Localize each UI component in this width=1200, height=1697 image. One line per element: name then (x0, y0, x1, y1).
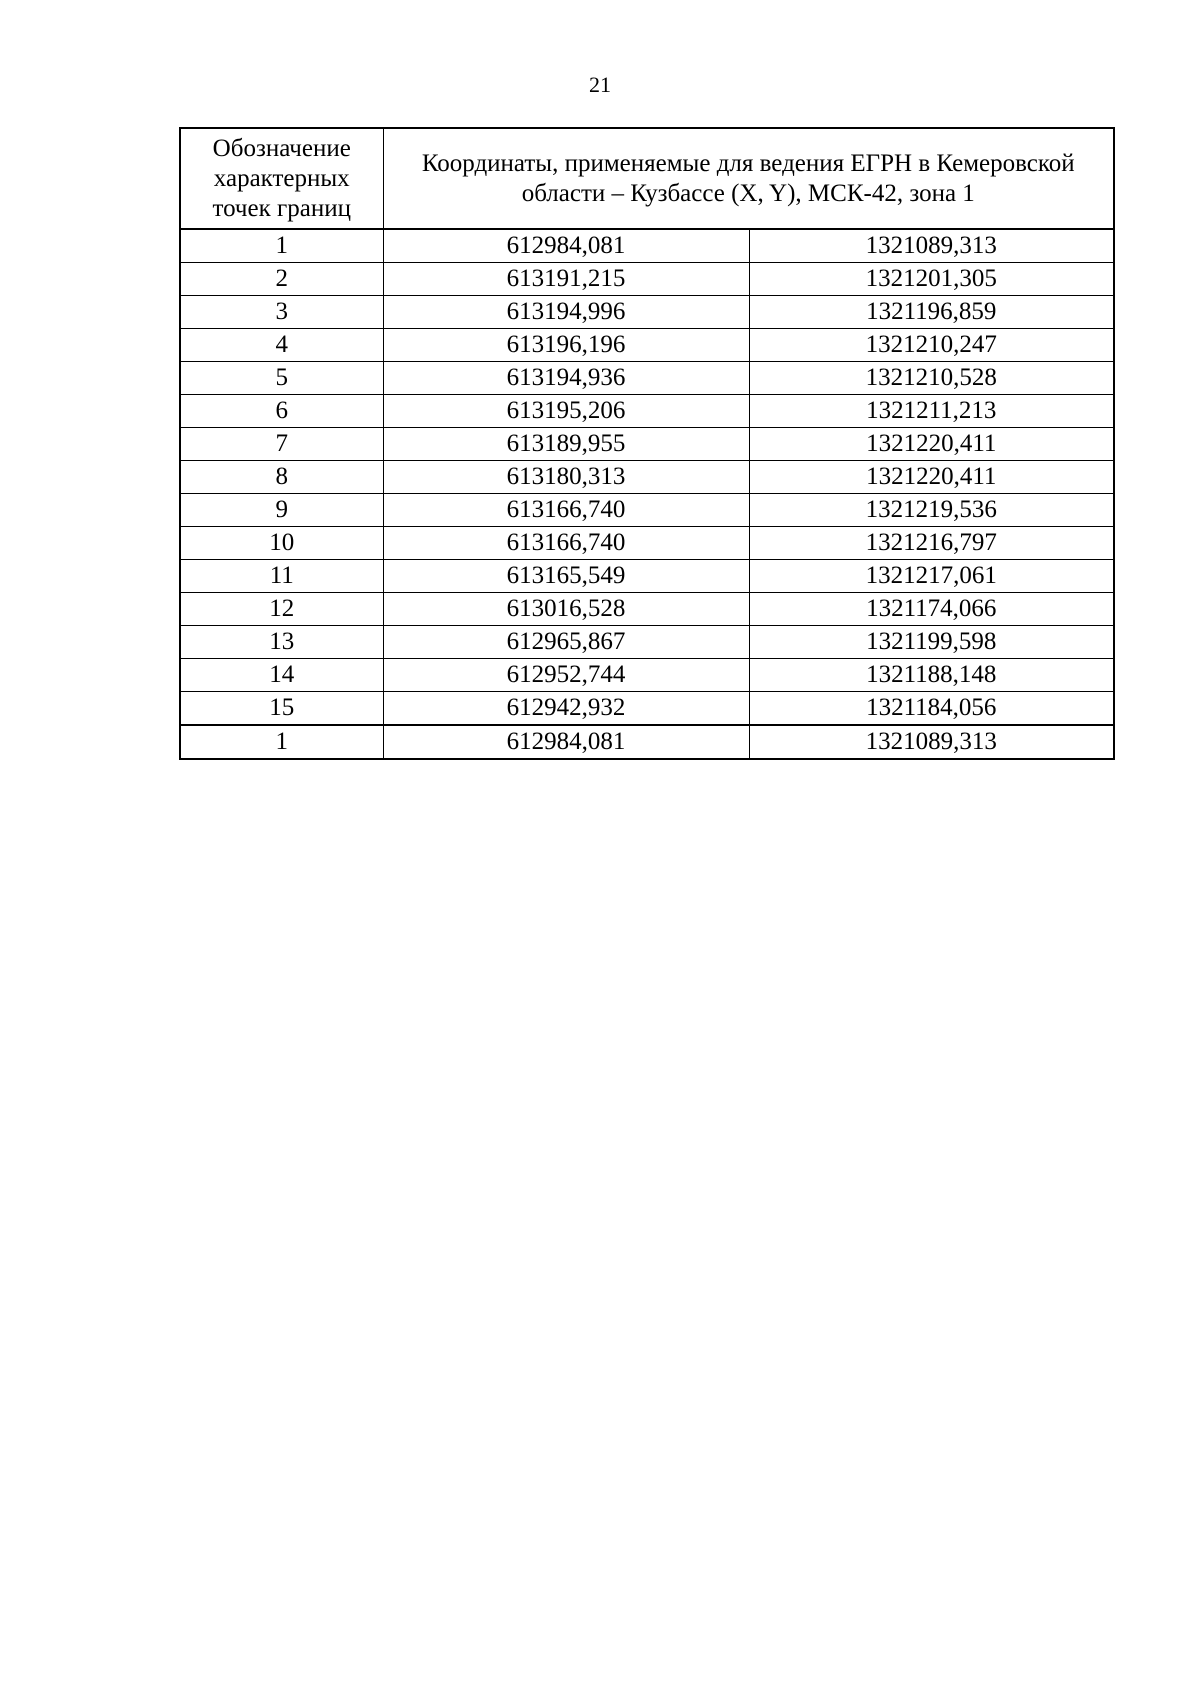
cell-x: 613194,936 (383, 362, 749, 395)
cell-y: 1321174,066 (749, 593, 1114, 626)
cell-x: 613195,206 (383, 395, 749, 428)
cell-point: 14 (180, 659, 383, 692)
cell-x: 613180,313 (383, 461, 749, 494)
table-row (180, 362, 1114, 395)
cell-y: 1321201,305 (749, 263, 1114, 296)
table-row (180, 560, 1114, 593)
cell-y: 1321220,411 (749, 428, 1114, 461)
table-row (180, 296, 1114, 329)
cell-y: 1321210,247 (749, 329, 1114, 362)
table-row (180, 229, 1114, 263)
cell-point: 5 (180, 362, 383, 395)
header-coordinates: Координаты, применяемые для ведения ЕГРН в Кемеровской области – Кузбассе (X, Y), МСК-42, зона 1 (383, 128, 1114, 229)
cell-x: 612984,081 (383, 725, 749, 759)
cell-x: 612952,744 (383, 659, 749, 692)
cell-y: 1321217,061 (749, 560, 1114, 593)
cell-y: 1321220,411 (749, 461, 1114, 494)
table-row (180, 527, 1114, 560)
cell-y: 1321216,797 (749, 527, 1114, 560)
table-header (180, 128, 1114, 229)
cell-x: 612942,932 (383, 692, 749, 726)
cell-x: 613166,740 (383, 527, 749, 560)
cell-y: 1321196,859 (749, 296, 1114, 329)
cell-x: 613016,528 (383, 593, 749, 626)
cell-y: 1321188,148 (749, 659, 1114, 692)
table-row (180, 263, 1114, 296)
table-row (180, 428, 1114, 461)
cell-point: 6 (180, 395, 383, 428)
cell-point: 12 (180, 593, 383, 626)
table-row (180, 395, 1114, 428)
cell-x: 613189,955 (383, 428, 749, 461)
cell-x: 613165,549 (383, 560, 749, 593)
cell-point: 11 (180, 560, 383, 593)
cell-y: 1321199,598 (749, 626, 1114, 659)
table-row (180, 725, 1114, 759)
cell-x: 612984,081 (383, 229, 749, 263)
cell-point: 13 (180, 626, 383, 659)
cell-point: 7 (180, 428, 383, 461)
table-row (180, 659, 1114, 692)
cell-point: 9 (180, 494, 383, 527)
table-row (180, 593, 1114, 626)
table-row (180, 626, 1114, 659)
cell-x: 612965,867 (383, 626, 749, 659)
cell-point: 8 (180, 461, 383, 494)
cell-x: 613194,996 (383, 296, 749, 329)
cell-y: 1321219,536 (749, 494, 1114, 527)
cell-point: 3 (180, 296, 383, 329)
cell-y: 1321211,213 (749, 395, 1114, 428)
cell-y: 1321089,313 (749, 725, 1114, 759)
header-row (180, 128, 1114, 229)
table-row (180, 329, 1114, 362)
page-number: 21 (589, 72, 611, 97)
cell-x: 613196,196 (383, 329, 749, 362)
cell-point: 15 (180, 692, 383, 726)
cell-point: 1 (180, 229, 383, 263)
header-point-designation: Обозначение характерных точек границ (180, 128, 383, 229)
table-row (180, 461, 1114, 494)
cell-point: 2 (180, 263, 383, 296)
table-body (180, 229, 1114, 759)
coordinates-table (179, 127, 1115, 760)
table-row (180, 692, 1114, 726)
cell-point: 1 (180, 725, 383, 759)
cell-x: 613191,215 (383, 263, 749, 296)
table-row (180, 494, 1114, 527)
cell-y: 1321184,056 (749, 692, 1114, 726)
cell-point: 10 (180, 527, 383, 560)
cell-y: 1321210,528 (749, 362, 1114, 395)
cell-x: 613166,740 (383, 494, 749, 527)
cell-y: 1321089,313 (749, 229, 1114, 263)
cell-point: 4 (180, 329, 383, 362)
